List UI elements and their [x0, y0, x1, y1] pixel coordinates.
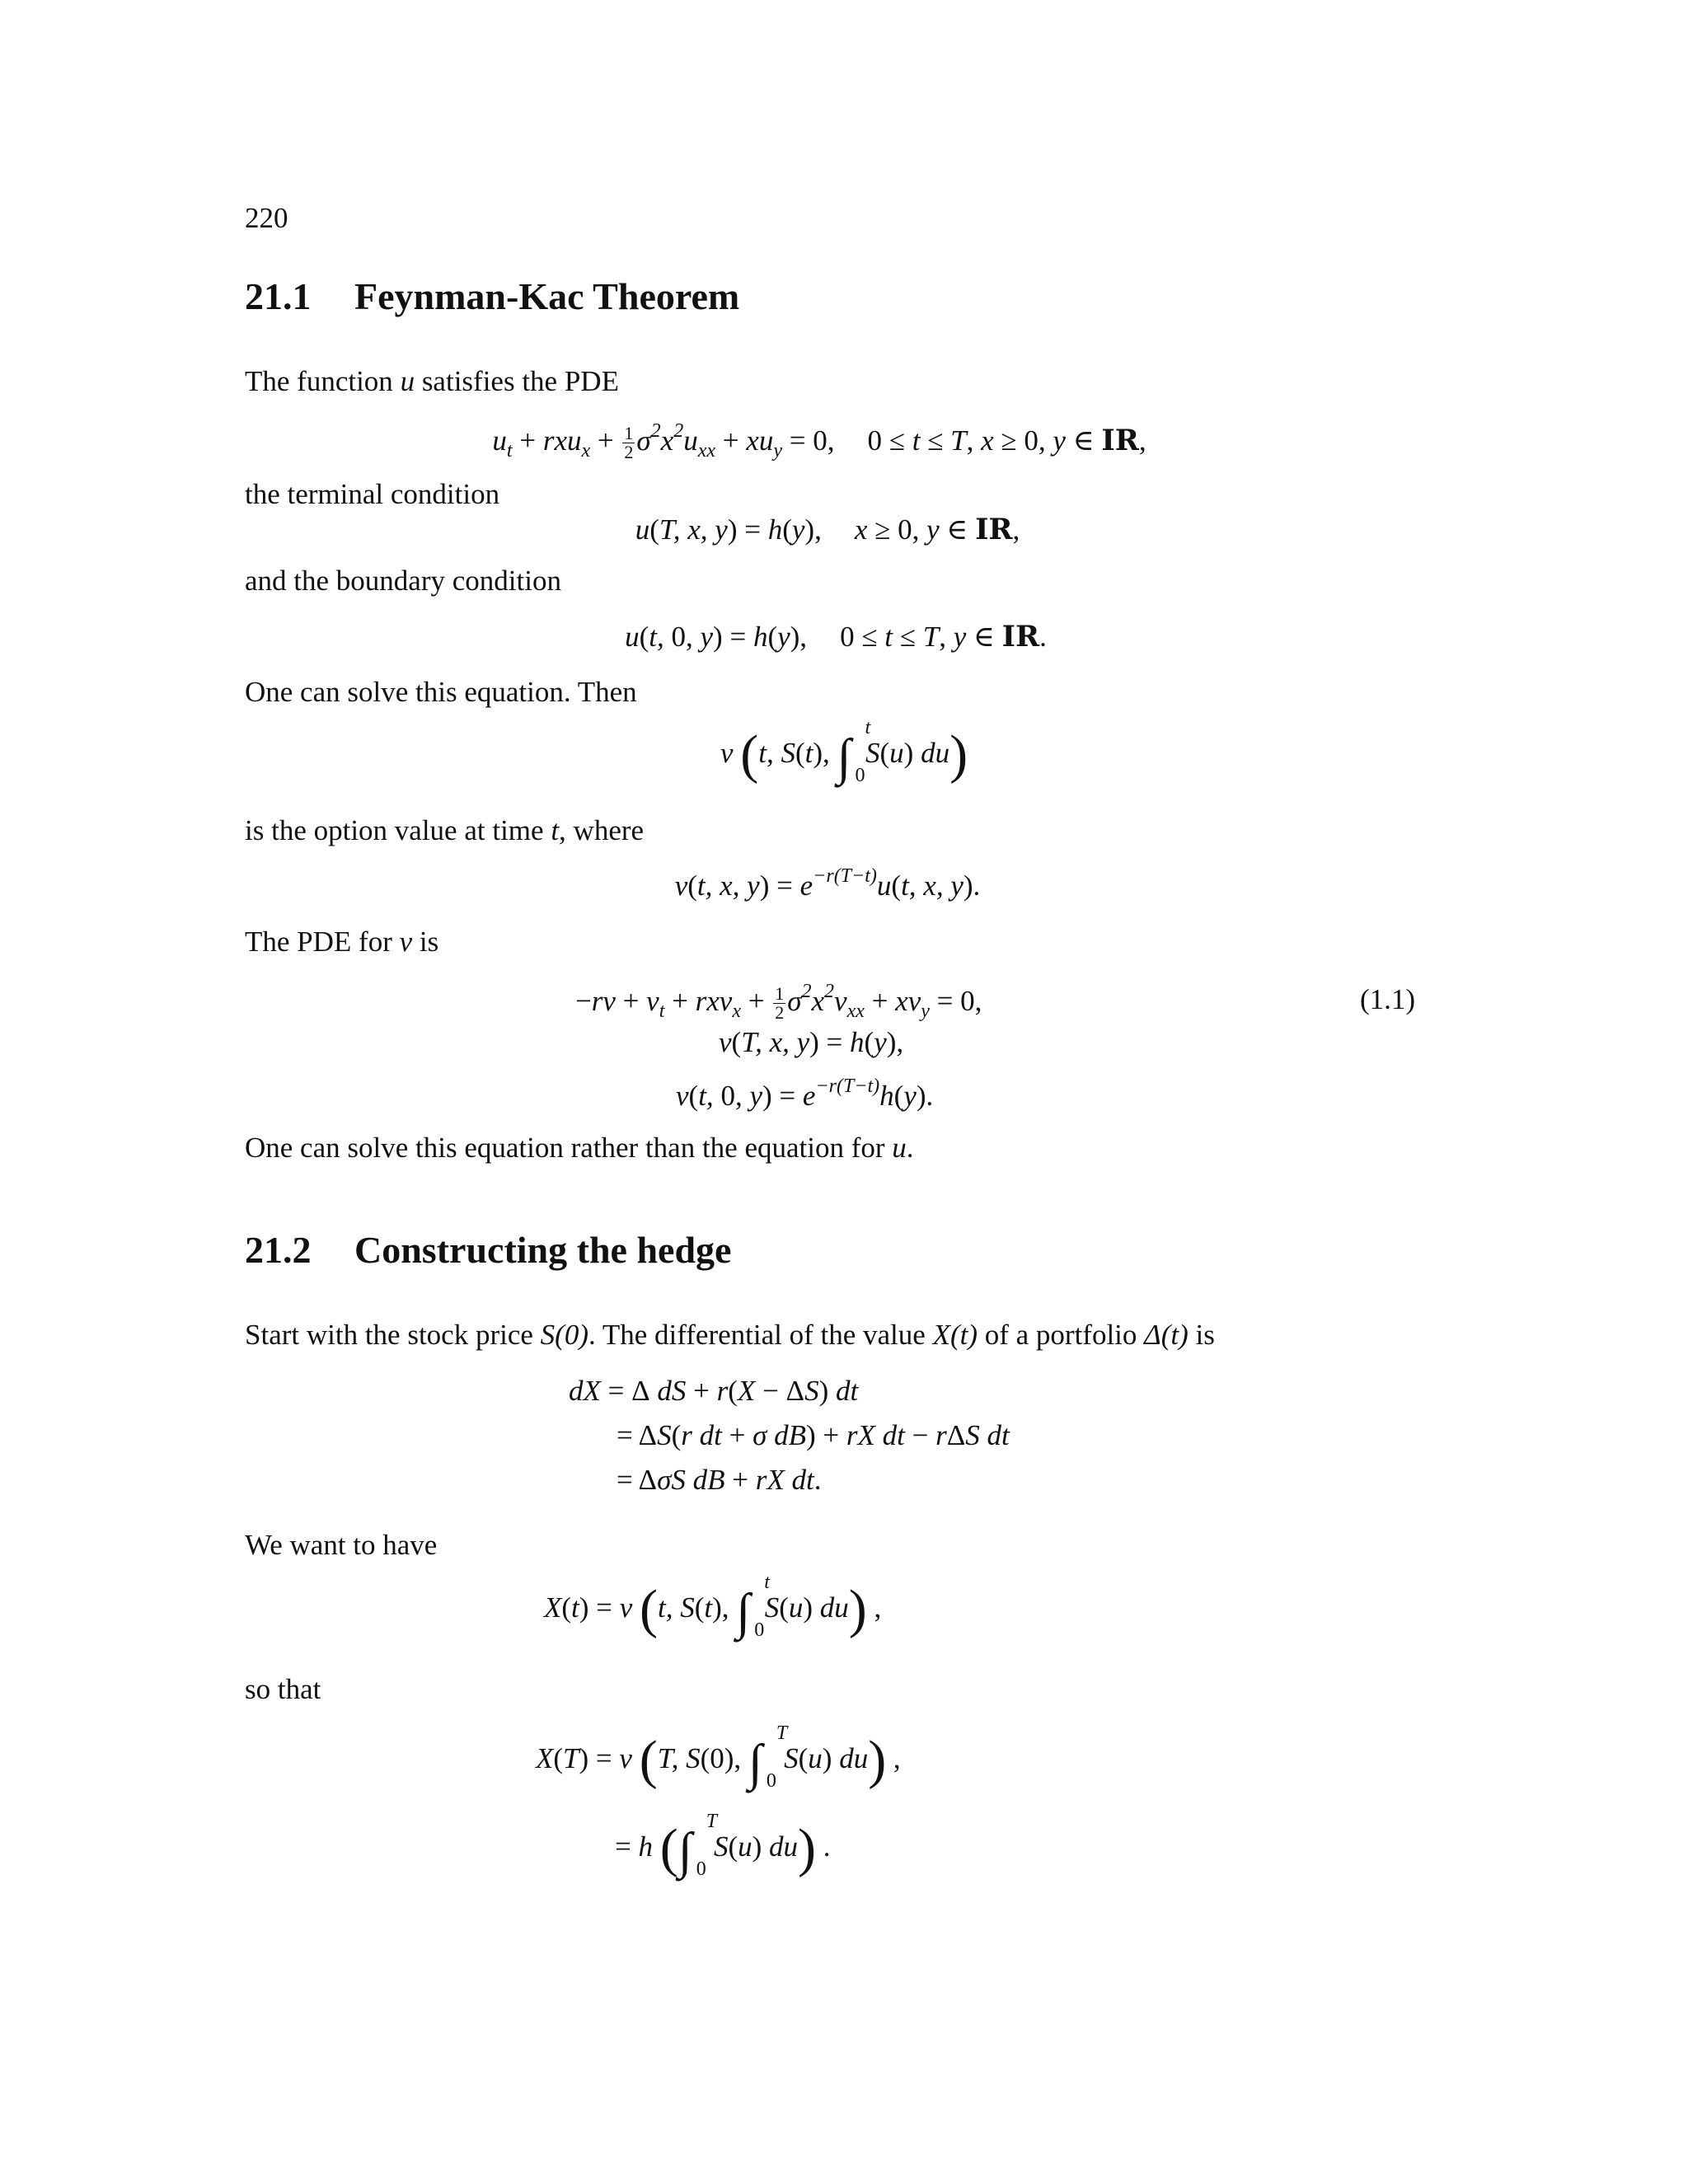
equation-xT-line2: = h (∫ 0 T S(u) du) . — [615, 1811, 831, 1880]
section-heading-feynman-kac — [245, 274, 739, 318]
section-number: 21.1 — [245, 275, 312, 317]
equation-pde-u: $u_t + rxu_x$ + $\frac{1}{2}$ $\sigma^2x^2u_{xx} + xu_y = 0$, 0 ≤ t ≤ T, x ≥ 0, y ∈ IR, — [492, 420, 1146, 463]
paragraph-function-u: The function u satisfies the PDE — [245, 365, 619, 397]
section-number: 21.2 — [245, 1229, 312, 1271]
equation-pde-v-line2: v(T, x, y) = h(y), — [719, 1026, 904, 1058]
section-title: Feynman-Kac Theorem — [354, 275, 740, 317]
equation-v-definition: v(t, x, $y) = e^{-r(T-t)}u(t$, x, y). — [674, 865, 981, 902]
paragraph-terminal-condition: the terminal condition — [245, 478, 500, 510]
paragraph-pde-for-v: The PDE for v is — [245, 926, 439, 958]
section-title: Constructing the hedge — [354, 1229, 732, 1271]
equation-xT-line1: X(T) = v (T, S(0), ∫ 0 T S(u) du) , — [536, 1722, 901, 1792]
equation-dx-line2: = ΔS(r dt + σ dB) + rX dt − rΔS dt — [617, 1419, 1010, 1451]
paragraph-option-value: is the option value at time t, where — [245, 814, 645, 846]
equation-pde-v-line3: v(t, 0, $y) = e^{-r(T-t)}h(y)$. — [676, 1076, 934, 1112]
equation-pde-v-line1: $-rv + v_t + rxv_x$ + $\frac{1}{2}$ $\sigma^2x^2v_{xx} + xv_y = 0$, — [575, 981, 982, 1024]
paragraph-we-want: We want to have — [245, 1529, 438, 1561]
equation-number: (1.1) — [1360, 983, 1416, 1015]
equation-terminal-condition: u(T, x, y) = h(y), x ≥ 0, y ∈ IR, — [635, 513, 1020, 546]
equation-xt-equals-v: X(t) = v (t, S(t), ∫ 0 t S(u) du) , — [544, 1572, 882, 1641]
paragraph-stock-price: Start with the stock price S(0). The differential of the value X(t) of a portfolio Δ(t) is — [245, 1319, 1215, 1351]
paragraph-solve-equation: One can solve this equation. Then — [245, 676, 637, 708]
equation-option-value: v (t, S(t), ∫ 0 t S(u) du) — [720, 717, 968, 786]
equation-boundary-condition: u(t, 0, y) = h(y), 0 ≤ t ≤ T, y ∈ IR. — [625, 620, 1047, 654]
paragraph-solve-instead: One can solve this equation rather than the equation for u. — [245, 1132, 914, 1164]
equation-dx-line3: = ΔσS dB + rX dt. — [617, 1464, 822, 1496]
equation-dx-line1: dX = Δ dS + r(X − ΔS) dt — [569, 1375, 859, 1407]
page-number: 220 — [245, 202, 288, 234]
section-heading-constructing-hedge — [245, 1228, 731, 1272]
paragraph-so-that: so that — [245, 1673, 321, 1705]
paragraph-boundary-condition: and the boundary condition — [245, 565, 561, 597]
